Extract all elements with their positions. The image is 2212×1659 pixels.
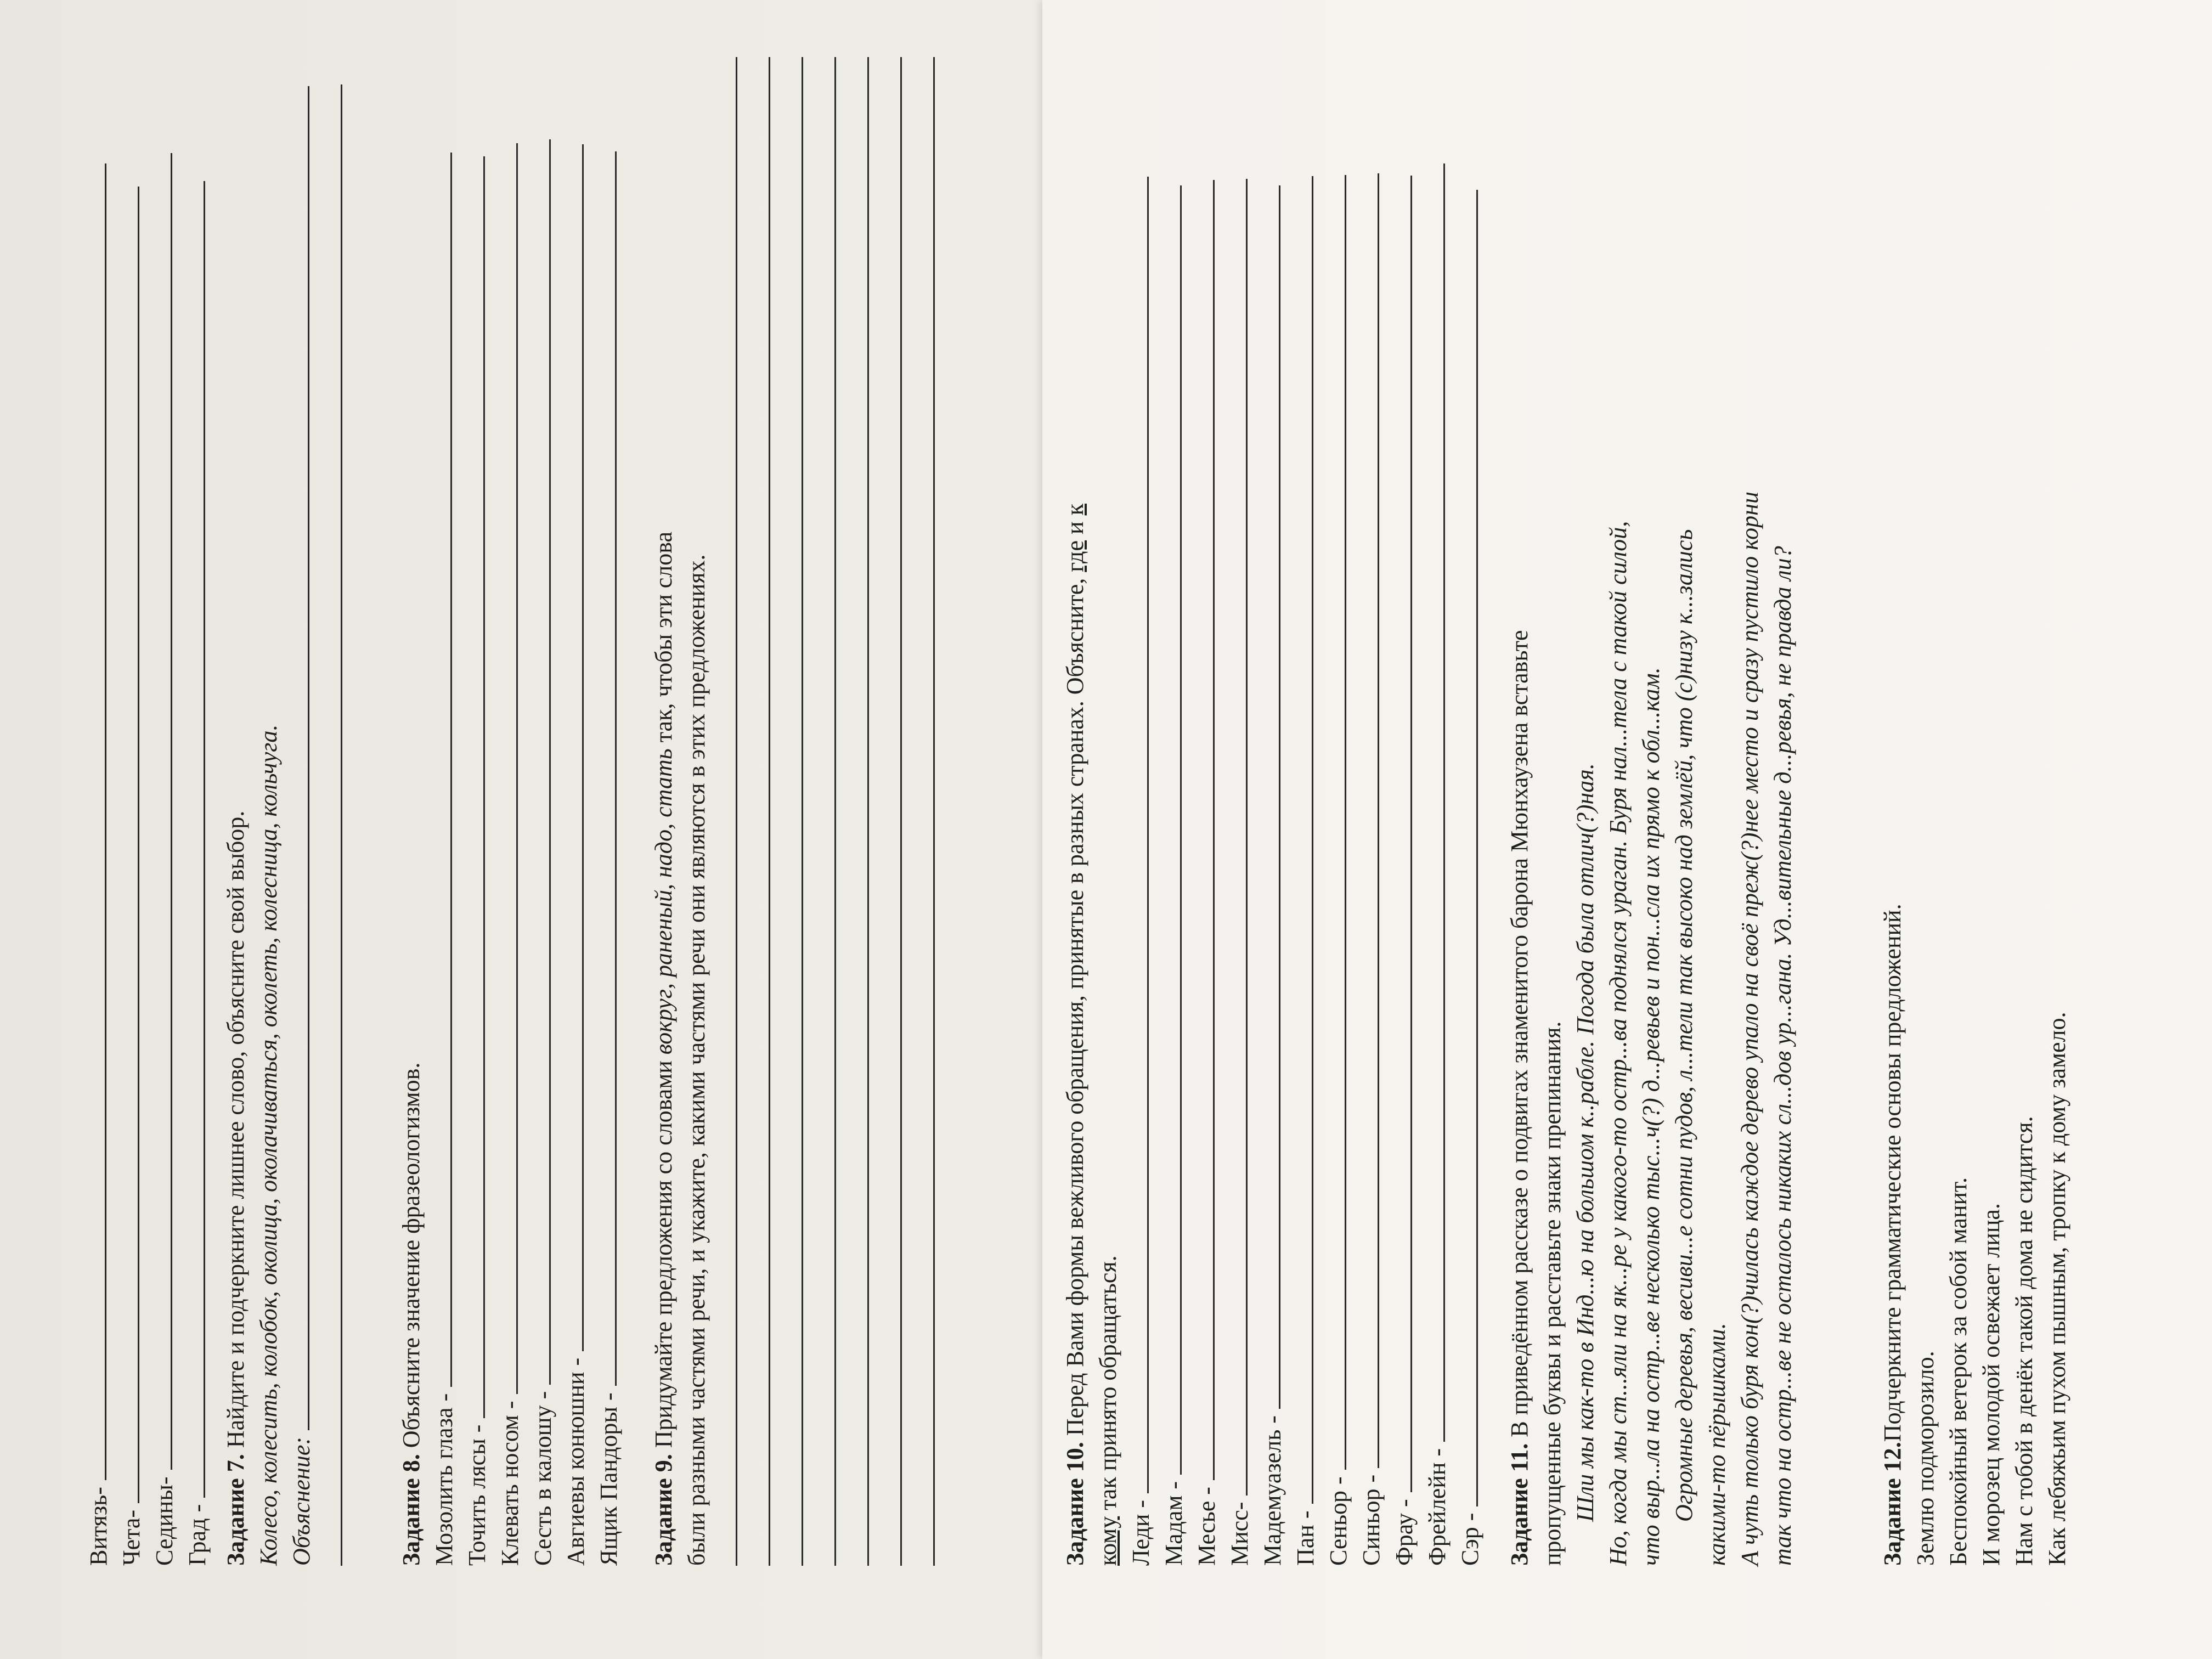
answer-line (1454, 190, 1478, 1506)
address-label: Сеньор - (1325, 1476, 1352, 1566)
idiom-label: Ящик Пандоры - (595, 1392, 622, 1566)
task10-to: к (1062, 504, 1088, 516)
task12 (1876, 2, 2074, 1566)
story-line: какими-то пёрышками. (1703, 1323, 1730, 1566)
task10 (1059, 2, 1487, 1566)
answer-line (747, 57, 770, 1566)
answer-line (593, 151, 617, 1386)
task9-words: вокруг, раненый, надо, стать (650, 748, 677, 1055)
task8-text: Объясните значение фразеологизмов. (398, 1062, 425, 1454)
address-label: Леди - (1127, 1499, 1154, 1566)
blank-row (713, 2, 746, 1566)
answer-line (1158, 185, 1182, 1475)
answer-line (911, 57, 935, 1566)
idiom-row (428, 2, 461, 1566)
address-row (1454, 2, 1487, 1566)
blank-row (911, 2, 944, 1566)
top-word-list (82, 2, 214, 1566)
answer-line (878, 57, 902, 1566)
answer-line (1224, 179, 1248, 1496)
task7-words: Колесо, колесить, колобок, околица, околачиваться, околеть, колесница, кольчуга. (255, 724, 282, 1566)
answer-line (494, 143, 518, 1394)
task11 (1503, 2, 1799, 1566)
task10-title: Задание 10. (1062, 1442, 1088, 1566)
task10-whom: кому (1094, 1516, 1121, 1566)
task10-line2-rest: так принято обращаться. (1094, 1255, 1121, 1516)
task10-line2 (1092, 2, 1125, 1566)
address-label: Сэр - (1457, 1513, 1483, 1566)
explanation-label: Объяснение: (288, 1437, 315, 1566)
answer-line (1290, 176, 1313, 1504)
task7-text: Найдите и подчеркните лишнее слово, объясните свой выбор. (222, 810, 249, 1454)
idiom-label: Мозолить глаза - (431, 1393, 458, 1566)
sentence-line: Землю подморозило. (1912, 1351, 1939, 1566)
address-row (1355, 2, 1388, 1566)
idiom-row (494, 2, 527, 1566)
task7-heading (219, 2, 252, 1566)
sentence-line: Нам с тобой в денёк такой дома не сидится. (2011, 1116, 2038, 1566)
idiom-row (592, 2, 625, 1566)
task7-title: Задание 7. (222, 1454, 249, 1566)
answer-line (116, 187, 139, 1503)
answer-line (319, 84, 342, 1566)
address-row (1125, 2, 1158, 1566)
answer-line (845, 57, 869, 1566)
answer-line (1421, 163, 1445, 1442)
task12-title: Задание 12. (1879, 1442, 1906, 1566)
address-label: Синьор - (1358, 1474, 1385, 1566)
idiom-row (560, 2, 592, 1566)
address-row (1223, 2, 1256, 1566)
answer-line (560, 144, 584, 1351)
story-line: что выр...ла на остр...ве несколько тыс...ч(?) д...ревьев и пон...сла их прямо к обл...кам. (1638, 667, 1664, 1566)
task12-text: Подчеркните грамматические основы предложений. (1879, 904, 1906, 1442)
address-label: Мадемуазель - (1259, 1415, 1286, 1566)
sentence-line: Как лебяжьим пухом пышным, тропку к дому замело. (2044, 1012, 2070, 1566)
blank-row (779, 2, 812, 1566)
answer-line (182, 181, 205, 1498)
answer-line (1257, 185, 1280, 1409)
answer-line (428, 153, 452, 1387)
answer-line (461, 156, 485, 1418)
address-row (1289, 2, 1322, 1566)
task7 (219, 2, 351, 1566)
idiom-row (461, 2, 494, 1566)
answer-line (1356, 173, 1379, 1468)
answer-line (286, 86, 309, 1430)
task9-text: Придумайте предложения со словами (650, 1054, 677, 1454)
answer-line (1125, 177, 1149, 1493)
address-label: Фрау - (1391, 1499, 1418, 1566)
word-row (115, 2, 148, 1566)
address-row (1256, 2, 1289, 1566)
task11-text: В приведённом рассказе о подвигах знаменитого барона Мюнхаузена вставьте (1506, 630, 1533, 1443)
address-label: Мисс- (1226, 1502, 1253, 1566)
address-row (1388, 2, 1421, 1566)
answer-line (1389, 176, 1412, 1492)
answer-line (780, 57, 803, 1566)
address-label: Пан - (1292, 1510, 1319, 1566)
task9 (647, 2, 944, 1566)
story-line: Огромные деревья, весиви...е сотни пудов, л...тели так высоко над землёй, что (с)низу к...зались (1671, 529, 1697, 1522)
story-line: так что на остр...ве не осталось никаких сл...дов ур...гана. Уд...вительные д...ревья, не правда ли? (1769, 546, 1796, 1566)
idiom-label: Сесть в калошу - (529, 1391, 556, 1566)
answer-line (527, 139, 551, 1385)
story-line: Но, когда мы ст...яли на як...ре у какого-то остр...ва поднялся ураган. Буря нал...тела с такой силой, (1605, 521, 1632, 1566)
task7-explanation-row (285, 2, 318, 1566)
task10-where: где (1062, 540, 1088, 572)
sentence-line: И морозец молодой освежает лица. (1978, 1203, 2005, 1566)
task10-heading (1059, 2, 1092, 1566)
idiom-label: Клевать носом - (496, 1401, 523, 1566)
address-row (1421, 2, 1454, 1566)
answer-line (714, 57, 737, 1566)
idiom-label: Точить лясы - (464, 1424, 490, 1566)
idiom-row (527, 2, 560, 1566)
answer-line (1323, 175, 1346, 1470)
word-row (82, 2, 115, 1566)
task9-line2: были разными частями речи, и укажите, какими частями речи они являются в этих предложениях. (683, 554, 710, 1566)
answer-line (83, 163, 106, 1480)
word-row (148, 2, 181, 1566)
address-row (1158, 2, 1190, 1566)
word-label: Чета- (118, 1509, 145, 1566)
task8-title: Задание 8. (398, 1454, 425, 1566)
answer-line (149, 153, 172, 1470)
story-line: Шли мы как-то в Инд...ю на большом к..рабле. Погода была отлич(?)ная. (1572, 763, 1599, 1522)
story-line: А чуть только буря кон(?)чилась каждое дерево упало на своё преж(?)нее место и сразу пустило корни (1736, 492, 1763, 1566)
task9-heading (647, 2, 680, 1566)
task12-heading (1876, 2, 1909, 1566)
blank-row (812, 2, 845, 1566)
word-label: Град - (184, 1504, 211, 1566)
task9-text-end: так, чтобы эти слова (650, 532, 677, 749)
sentence-line: Беспокойный ветерок за собой манит. (1945, 1177, 1972, 1566)
blank-row (746, 2, 779, 1566)
task11-title: Задание 11. (1506, 1443, 1533, 1566)
blank-row (845, 2, 878, 1566)
blank-row (878, 2, 911, 1566)
task10-text: Перед Вами формы вежливого обращения, принятые в разных странах. Объясните, (1062, 572, 1088, 1442)
address-row (1322, 2, 1355, 1566)
address-row (1190, 2, 1223, 1566)
task11-heading (1503, 2, 1536, 1566)
address-label: Месье - (1193, 1487, 1220, 1566)
address-label: Мадам - (1160, 1481, 1187, 1566)
idiom-label: Авгиевы конюшни - (562, 1357, 589, 1566)
task11-line2: пропущенные буквы и расставьте знаки препинания. (1539, 1021, 1566, 1566)
task8 (395, 2, 625, 1566)
task8-heading (395, 2, 428, 1566)
word-label: Седины- (151, 1476, 178, 1566)
word-label: Витязь- (85, 1487, 112, 1566)
task9-title: Задание 9. (650, 1454, 677, 1566)
blank-row (318, 2, 351, 1566)
answer-line (812, 57, 836, 1566)
address-label: Фрейлейн - (1424, 1448, 1451, 1566)
word-row (181, 2, 214, 1566)
answer-line (1191, 180, 1215, 1480)
task10-and: и (1062, 515, 1088, 540)
